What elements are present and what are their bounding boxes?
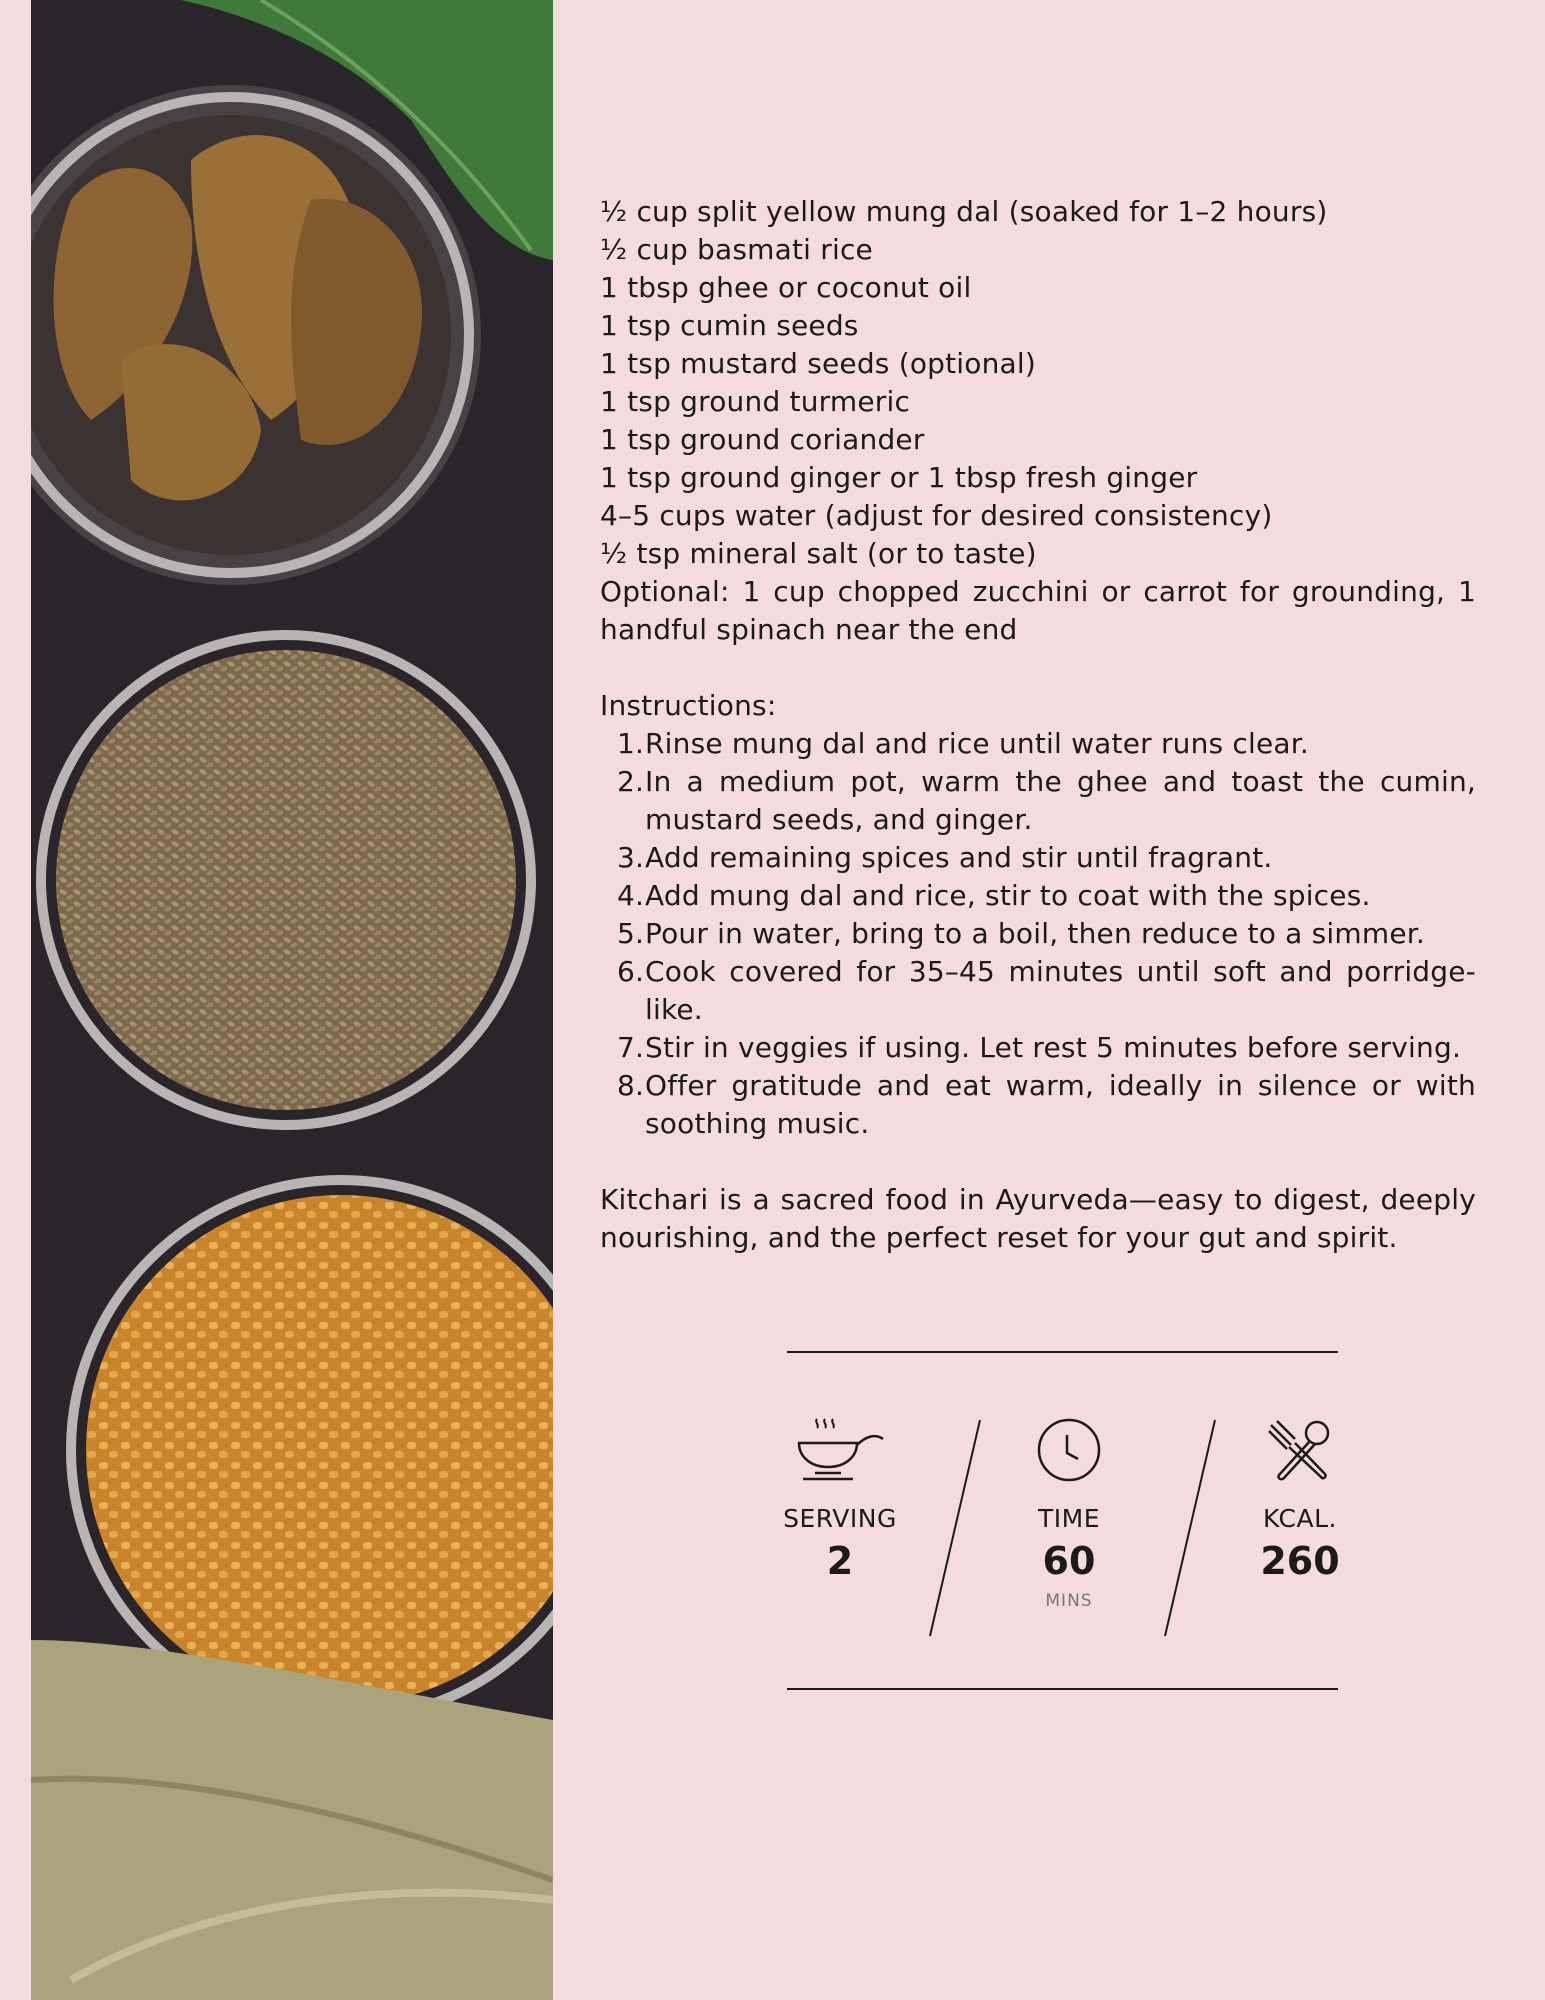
ingredient-item: 1 tsp ground turmeric bbox=[600, 385, 911, 418]
slash-divider bbox=[1155, 1418, 1225, 1638]
stat-value: 2 bbox=[826, 1539, 854, 1583]
stat-unit: MINS bbox=[1045, 1591, 1093, 1611]
recipe-content bbox=[600, 193, 1476, 1257]
ingredient-item: 1 tsp ground coriander bbox=[600, 423, 925, 456]
step-number: 5. bbox=[617, 917, 645, 950]
divider-bottom bbox=[787, 1688, 1338, 1690]
recipe-stats bbox=[760, 1410, 1360, 1640]
step-number: 2. bbox=[617, 765, 645, 798]
ingredient-item: 1 tsp cumin seeds bbox=[600, 309, 859, 342]
utensils-icon bbox=[1220, 1410, 1380, 1490]
ingredient-item: 4–5 cups water (adjust for desired consistency) bbox=[600, 499, 1273, 532]
ingredient-item: ½ tsp mineral salt (or to taste) bbox=[600, 537, 1037, 570]
stat-label: SERVING bbox=[783, 1504, 897, 1533]
step-text: Cook covered for 35–45 minutes until soft and porridge-like. bbox=[645, 955, 1476, 1026]
stat-label: KCAL. bbox=[1263, 1504, 1337, 1533]
step-text: Offer gratitude and eat warm, ideally in silence or with soothing music. bbox=[645, 1069, 1476, 1140]
stat-kcal bbox=[1220, 1410, 1380, 1583]
step-number: 7. bbox=[617, 1031, 645, 1064]
step-item bbox=[600, 915, 1476, 953]
step-text: In a medium pot, warm the ghee and toast the cumin, mustard seeds, and ginger. bbox=[645, 765, 1476, 836]
ingredient-item: 1 tsp ground ginger or 1 tbsp fresh ginger bbox=[600, 461, 1198, 494]
instruction-steps bbox=[600, 725, 1476, 1143]
step-text: Rinse mung dal and rice until water runs clear. bbox=[645, 727, 1310, 760]
step-number: 8. bbox=[617, 1069, 645, 1102]
stat-serving bbox=[760, 1410, 920, 1583]
ingredient-item: ½ cup split yellow mung dal (soaked for 1–2 hours) bbox=[600, 195, 1328, 228]
spice-photo bbox=[31, 0, 553, 2000]
step-item bbox=[600, 1029, 1476, 1067]
step-text: Pour in water, bring to a boil, then reduce to a simmer. bbox=[645, 917, 1426, 950]
ingredient-item: ½ cup basmati rice bbox=[600, 233, 873, 266]
clock-icon bbox=[989, 1410, 1149, 1490]
step-item bbox=[600, 953, 1476, 1029]
step-item bbox=[600, 1067, 1476, 1143]
step-text: Add mung dal and rice, stir to coat with the spices. bbox=[645, 879, 1371, 912]
step-item bbox=[600, 877, 1476, 915]
step-number: 1. bbox=[617, 727, 645, 760]
stat-value: 260 bbox=[1260, 1539, 1340, 1583]
ingredient-item: 1 tsp mustard seeds (optional) bbox=[600, 347, 1037, 380]
step-item bbox=[600, 839, 1476, 877]
closing-paragraph: Kitchari is a sacred food in Ayurveda—easy to digest, deeply nourishing, and the perfect reset for your gut and spirit. bbox=[600, 1183, 1476, 1254]
step-number: 3. bbox=[617, 841, 645, 874]
ingredient-item: Optional: 1 cup chopped zucchini or carrot for grounding, 1 handful spinach near the end bbox=[600, 575, 1476, 646]
soup-bowl-icon bbox=[760, 1410, 920, 1490]
step-text: Add remaining spices and stir until fragrant. bbox=[645, 841, 1273, 874]
ingredient-item: 1 tbsp ghee or coconut oil bbox=[600, 271, 972, 304]
instructions-heading: Instructions: bbox=[600, 689, 777, 722]
step-text: Stir in veggies if using. Let rest 5 minutes before serving. bbox=[645, 1031, 1462, 1064]
step-item bbox=[600, 725, 1476, 763]
stat-value: 60 bbox=[1042, 1539, 1096, 1583]
step-number: 6. bbox=[617, 955, 645, 988]
divider-top bbox=[787, 1351, 1338, 1353]
ingredient-list bbox=[600, 193, 1476, 649]
stat-time bbox=[989, 1410, 1149, 1611]
slash-divider bbox=[920, 1418, 990, 1638]
step-number: 4. bbox=[617, 879, 645, 912]
step-item bbox=[600, 763, 1476, 839]
stat-label: TIME bbox=[1037, 1504, 1100, 1533]
